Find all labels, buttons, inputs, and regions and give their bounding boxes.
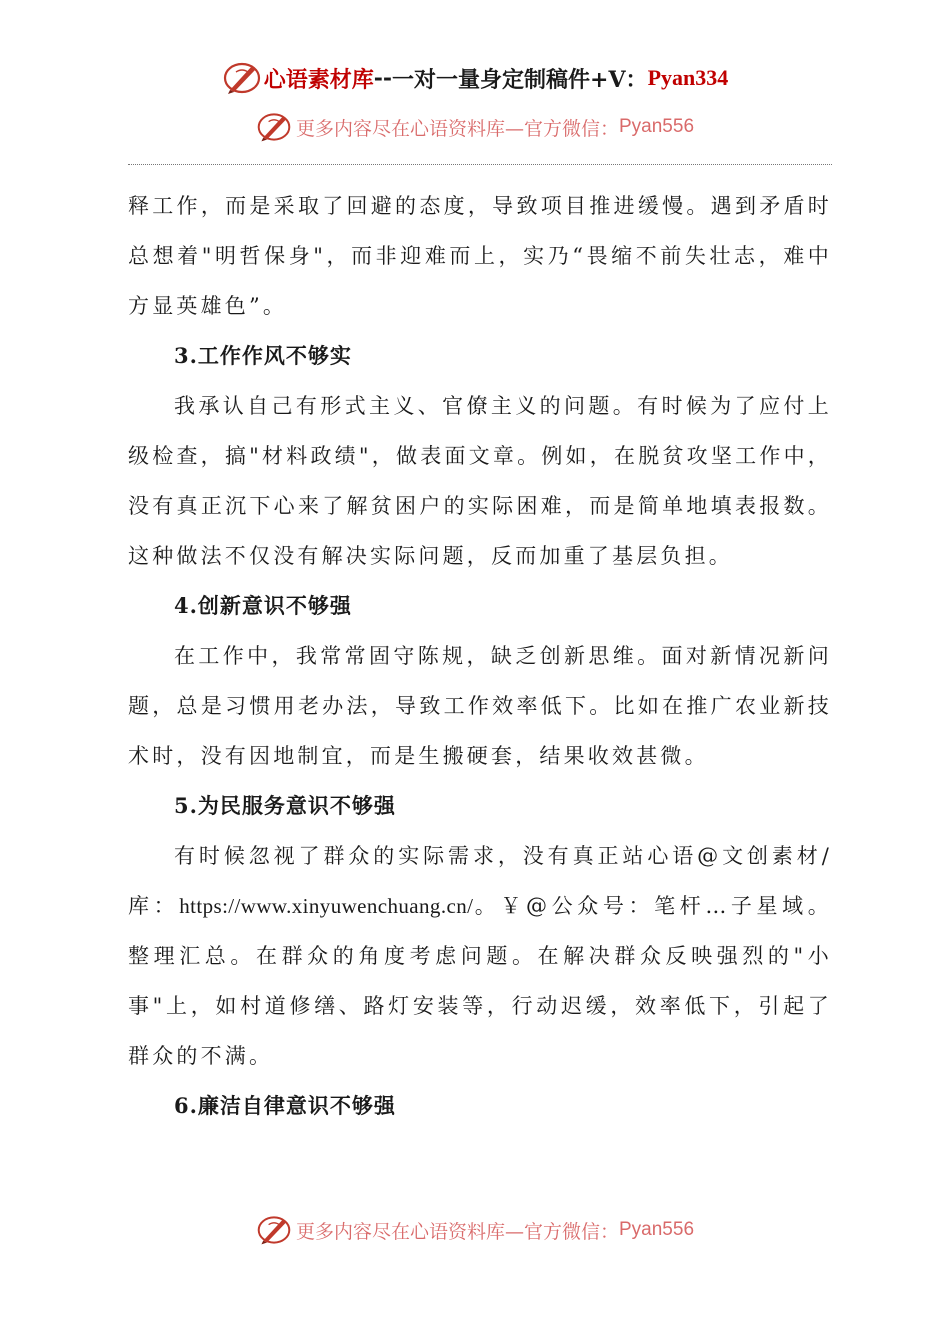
contact-id: Pyan334 [647, 65, 729, 90]
brand-slogan: 一对一量身定制稿件 [392, 66, 591, 93]
header-watermark [256, 106, 694, 148]
section-heading: 6.廉洁自律意识不够强 [174, 1093, 396, 1118]
brand-name: 心语素材库 [263, 66, 374, 93]
section-heading: 4.创新意识不够强 [174, 593, 352, 618]
pen-logo-icon [256, 1213, 292, 1247]
contact-prefix: +V： [590, 66, 648, 93]
pen-logo-icon [256, 110, 292, 144]
paragraph: 释工作，而是采取了回避的态度，导致项目推进缓慢。遇到矛盾时总想着"明哲保身"，而非迎难而上，实乃“畏缩不前失壮志，难中方显英雄色”。 [128, 194, 832, 318]
page-footer [0, 1209, 950, 1251]
paragraph: 在工作中，我常常固守陈规，缺乏创新思维。面对新情况新问题，总是习惯用老办法，导致工作效率低下。比如在推广农业新技术时，没有因地制宜，而是生搬硬套，结果收效甚微。 [128, 644, 832, 768]
header-divider [128, 164, 832, 165]
paragraph-text: 。￥@公众号：笔杆…子星域。整理汇总。在群众的角度考虑问题。在解决群众反映强烈的"小事"上，如村道修缮、路灯安装等，行动迟缓，效率低下，引起了群众的不满。 [128, 894, 832, 1068]
pen-logo-icon [222, 60, 262, 96]
document-body [128, 181, 832, 1131]
brand-banner [222, 58, 729, 98]
watermark-text: 更多内容尽在心语资料库—官方微信： [295, 1220, 619, 1243]
paragraph: 我承认自己有形式主义、官僚主义的问题。有时候为了应付上级检查，搞"材料政绩"，做表面文章。例如，在脱贫攻坚工作中，没有真正沉下心来了解贫困户的实际困难，而是简单地填表报数。这种做法不仅没有解决实际问题，反而加重了基层负担。 [128, 394, 832, 568]
website-url: https://www.xinyuwenchuang.cn/ [179, 894, 474, 918]
brand-dash: -- [373, 65, 393, 91]
watermark-id: Pyan556 [619, 116, 695, 137]
section-heading: 5.为民服务意识不够强 [174, 793, 396, 818]
watermark-id: Pyan556 [619, 1219, 695, 1240]
section-heading: 3.工作作风不够实 [174, 343, 352, 368]
page-header [0, 58, 950, 148]
watermark-text: 更多内容尽在心语资料库—官方微信： [295, 117, 619, 140]
paragraph [128, 831, 832, 1081]
footer-watermark [256, 1209, 694, 1251]
paragraph-text: 有时候忽视了群众的实际需求，没有真正站心语@文创素材/库： [128, 844, 832, 918]
